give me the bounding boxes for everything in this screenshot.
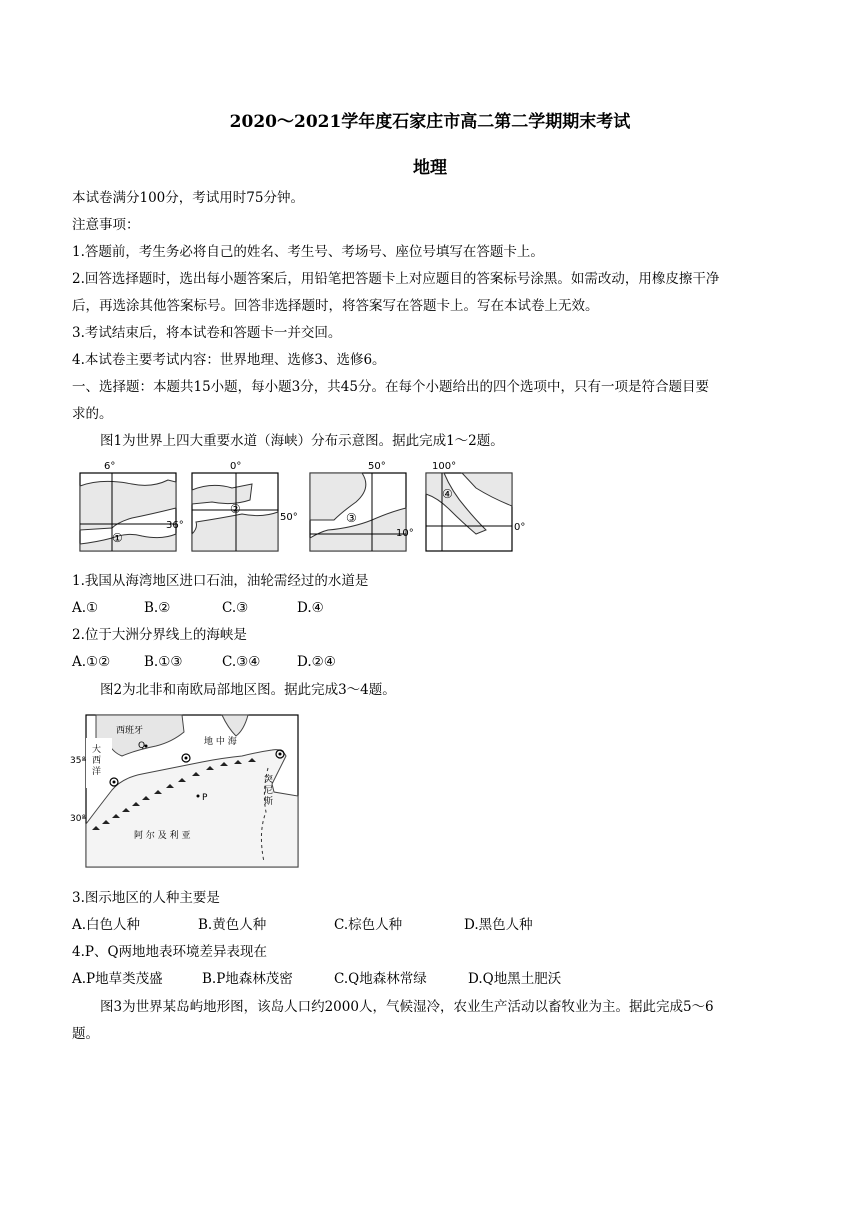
map4-marker: ④ [442, 487, 453, 501]
map3-lon: 50° [368, 461, 386, 472]
map1-marker: ① [112, 531, 123, 545]
map2-lon: 0° [230, 461, 242, 472]
notice-item-2a: 2.回答选择题时，选出每小题答案后，用铅笔把答题卡上对应题目的答案标号涂黑。如需改动，用橡皮擦干净 [72, 271, 720, 287]
label-mediterranean: 地 中 海 [204, 737, 237, 747]
strait-map-4 [426, 461, 525, 551]
label-tunisia-1: 突 [264, 775, 274, 785]
q3-stem: 3.图示地区的人种主要是 [72, 890, 220, 906]
map3-lat: 10° [396, 528, 414, 539]
q1-option-c[interactable]: C.③ [222, 600, 249, 616]
map2-lat: 50° [280, 512, 298, 523]
q4-stem: 4.P、Q两地地表环境差异表现在 [72, 944, 268, 960]
map2-marker: ② [230, 502, 241, 516]
map1-lon: 6° [104, 461, 116, 472]
label-tunisia-2: 尼 [264, 786, 274, 796]
q2-stem: 2.位于大洲分界线上的海峡是 [72, 627, 247, 643]
figure1-caption: 图1为世界上四大重要水道（海峡）分布示意图。据此完成1～2题。 [100, 433, 504, 449]
q2-option-b[interactable]: B.①③ [144, 654, 183, 670]
map4-lon: 100° [432, 461, 457, 472]
label-p: P [202, 793, 208, 803]
label-atlantic-2: 西 [92, 756, 102, 766]
figure2-caption: 图2为北非和南欧局部地区图。据此完成3～4题。 [100, 682, 396, 698]
exam-title: 2020～2021学年度石家庄市高二第二学期期末考试 [229, 112, 631, 132]
q1-option-d[interactable]: D.④ [297, 600, 324, 616]
q3-option-d[interactable]: D.黑色人种 [464, 917, 533, 933]
figure1-strait-maps [72, 458, 532, 556]
figure3-caption-b: 题。 [72, 1026, 99, 1042]
section-heading-a: 一、选择题：本题共15小题，每小题3分，共45分。在每个小题给出的四个选项中，只有一项是符合题目要 [72, 379, 709, 395]
notice-item-2b: 后，再选涂其他答案标号。回答非选择题时，将答案写在答题卡上。写在本试卷上无效。 [72, 298, 599, 314]
label-lat-35: 35° [70, 756, 86, 766]
q2-option-c[interactable]: C.③④ [222, 654, 261, 670]
notice-item-4: 4.本试卷主要考试内容：世界地理、选修3、选修6。 [72, 352, 386, 368]
label-q: Q [138, 741, 146, 751]
q1-option-a[interactable]: A.① [72, 600, 99, 616]
notice-heading: 注意事项： [72, 217, 140, 233]
map1-lat: 36° [166, 520, 184, 531]
strait-map-3 [310, 461, 414, 551]
label-atlantic-3: 洋 [92, 767, 102, 777]
label-lat-30: 30° [70, 814, 86, 824]
q3-option-a[interactable]: A.白色人种 [72, 917, 141, 933]
section-heading-b: 求的。 [72, 406, 113, 422]
q2-option-a[interactable]: A.①② [72, 654, 111, 670]
strait-map-2 [192, 461, 298, 551]
q2-option-d[interactable]: D.②④ [297, 654, 336, 670]
notice-item-3: 3.考试结束后，将本试卷和答题卡一并交回。 [72, 325, 342, 341]
label-spain: 西班牙 [116, 726, 144, 736]
map4-lat: 0° [514, 522, 526, 533]
strait-map-1 [80, 461, 184, 551]
label-atlantic-1: 大 [92, 745, 102, 755]
notice-item-1: 1.答题前，考生务必将自己的姓名、考生号、考场号、座位号填写在答题卡上。 [72, 244, 544, 260]
q4-option-a[interactable]: A.P地草类茂盛 [72, 971, 163, 987]
q1-stem: 1.我国从海湾地区进口石油，油轮需经过的水道是 [72, 573, 369, 589]
label-tunisia-3: 斯 [264, 797, 274, 807]
q4-option-d[interactable]: D.Q地黑土肥沃 [468, 971, 562, 987]
q4-option-c[interactable]: C.Q地森林常绿 [334, 971, 427, 987]
label-algeria: 阿 尔 及 利 亚 [134, 831, 191, 841]
figure3-caption-a: 图3为世界某岛屿地形图，该岛人口约2000人，气候湿冷，农业生产活动以畜牧业为主。据此完成5～6 [100, 999, 714, 1015]
q3-option-b[interactable]: B.黄色人种 [198, 917, 267, 933]
figure2-region-map [72, 712, 302, 872]
subject-title: 地理 [413, 158, 447, 178]
q4-option-b[interactable]: B.P地森林茂密 [202, 971, 293, 987]
q1-option-b[interactable]: B.② [144, 600, 171, 616]
map3-marker: ③ [346, 511, 357, 525]
q3-option-c[interactable]: C.棕色人种 [334, 917, 403, 933]
score-time-text: 本试卷满分100分，考试用时75分钟。 [72, 190, 304, 206]
